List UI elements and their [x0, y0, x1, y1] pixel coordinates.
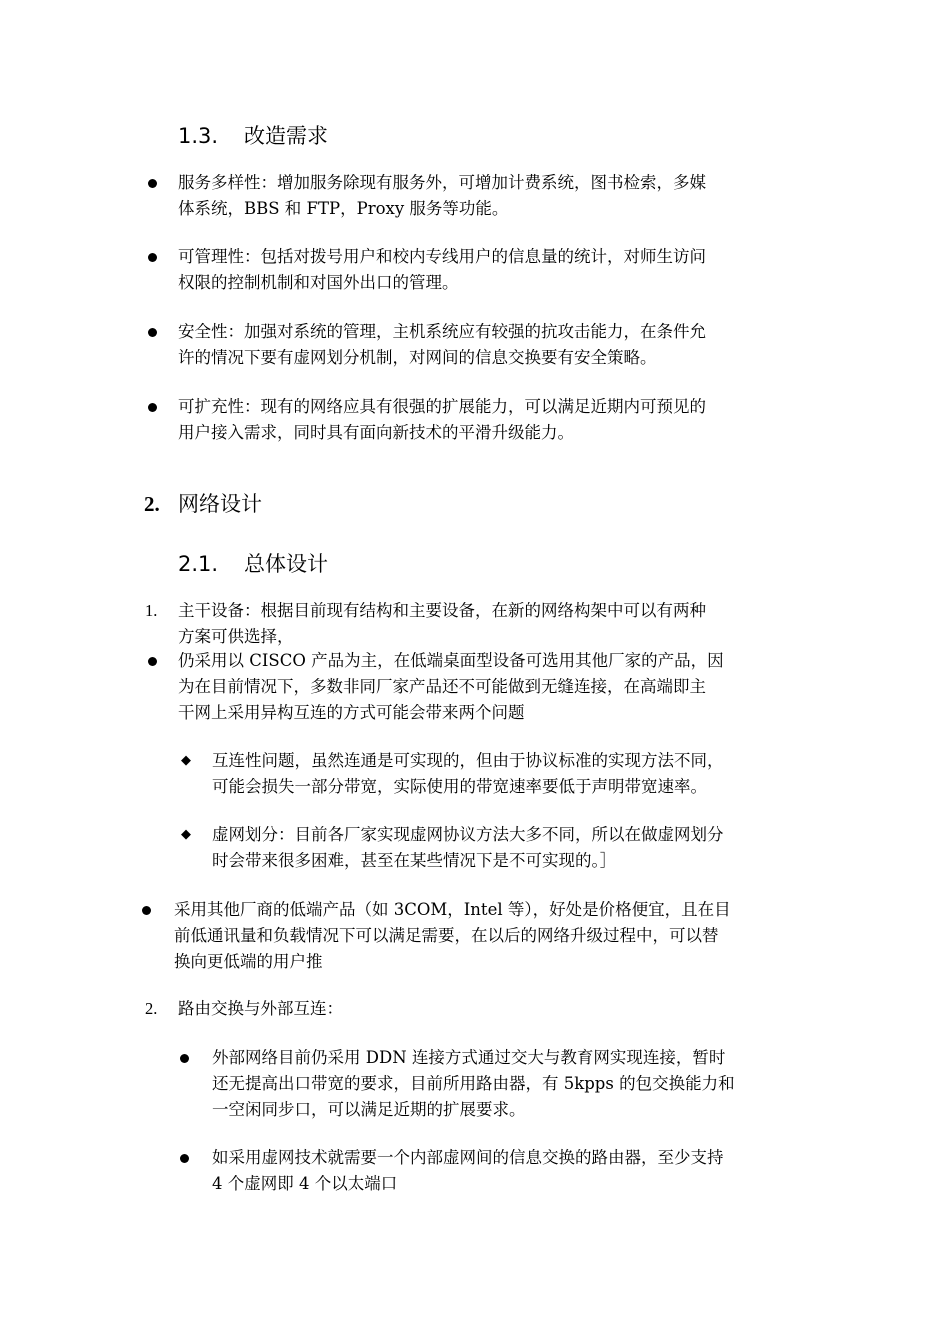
text-line: 可扩充性：现有的网络应具有很强的扩展能力，可以满足近期内可预见的: [178, 397, 706, 416]
text-line: 体系统，BBS 和 FTP，Proxy 服务等功能。: [178, 199, 509, 218]
bullet-icon: [180, 1154, 189, 1163]
text-line: 如采用虚网技术就需要一个内部虚网间的信息交换的路由器，至少支持: [212, 1148, 724, 1167]
text-line: 4 个虚网即 4 个以太端口: [212, 1174, 398, 1193]
bullet-icon: [180, 1054, 189, 1063]
heading-number: 2.: [144, 492, 160, 516]
heading-1-3: [178, 120, 328, 150]
heading-2: [144, 488, 262, 518]
heading-title: 改造需求: [244, 124, 328, 148]
text-line: 仍采用以 CISCO 产品为主，在低端桌面型设备可选用其他厂家的产品，因: [178, 651, 724, 670]
text-line: 用户接入需求，同时具有面向新技术的平滑升级能力。: [178, 423, 574, 442]
text-line: 可管理性：包括对拨号用户和校内专线用户的信息量的统计，对师生访问: [178, 247, 706, 266]
text-line: 换向更低端的用户推: [174, 952, 323, 971]
bullet-icon: [148, 403, 157, 412]
text-line: 许的情况下要有虚网划分机制，对网间的信息交换要有安全策略。: [178, 348, 657, 367]
diamond-bullet-icon: ◆: [181, 753, 191, 768]
text-line: 外部网络目前仍采用 DDN 连接方式通过交大与教育网实现连接，暂时: [212, 1048, 726, 1067]
heading-number: 1.3.: [178, 124, 219, 148]
bullet-icon: [148, 657, 157, 666]
text-line: 采用其他厂商的低端产品（如 3COM，Intel 等），好处是价格便宜，且在目: [174, 900, 731, 919]
bullet-icon: [142, 906, 151, 915]
list-number: 2.: [145, 999, 158, 1018]
bullet-icon: [148, 179, 157, 188]
text-line: 前低通讯量和负载情况下可以满足需要，在以后的网络升级过程中，可以替: [174, 926, 719, 945]
text-line: 互连性问题，虽然连通是可实现的，但由于协议标准的实现方法不同，: [212, 751, 724, 770]
bullet-icon: [148, 253, 157, 262]
text-line: 一空闲同步口，可以满足近期的扩展要求。: [212, 1100, 526, 1119]
text-line: 路由交换与外部互连：: [178, 999, 343, 1018]
heading-title: 网络设计: [178, 492, 262, 516]
text-line: 主干设备：根据目前现有结构和主要设备，在新的网络构架中可以有两种: [178, 601, 706, 620]
text-line: 权限的控制机制和对国外出口的管理。: [178, 273, 459, 292]
bullet-icon: [148, 328, 157, 337]
heading-title: 总体设计: [244, 552, 328, 576]
text-line: 时会带来很多困难，甚至在某些情况下是不可实现的。］: [212, 851, 617, 870]
text-line: 可能会损失一部分带宽，实际使用的带宽速率要低于声明带宽速率。: [212, 777, 707, 796]
text-line: 虚网划分：目前各厂家实现虚网协议方法大多不同，所以在做虚网划分: [212, 825, 724, 844]
text-line: 方案可供选择，: [178, 627, 294, 646]
text-line: 为在目前情况下，多数非同厂家产品还不可能做到无缝连接，在高端即主: [178, 677, 706, 696]
heading-2-1: [178, 548, 328, 578]
text-line: 服务多样性：增加服务除现有服务外，可增加计费系统，图书检索，多媒: [178, 173, 706, 192]
text-line: 干网上采用异构互连的方式可能会带来两个问题: [178, 703, 525, 722]
text-line: 还无提高出口带宽的要求，目前所用路由器，有 5kpps 的包交换能力和: [212, 1074, 735, 1093]
text-line: 安全性：加强对系统的管理，主机系统应有较强的抗攻击能力，在条件允: [178, 322, 706, 341]
heading-number: 2.1.: [178, 552, 219, 576]
diamond-bullet-icon: ◆: [181, 827, 191, 842]
list-number: 1.: [145, 601, 158, 620]
